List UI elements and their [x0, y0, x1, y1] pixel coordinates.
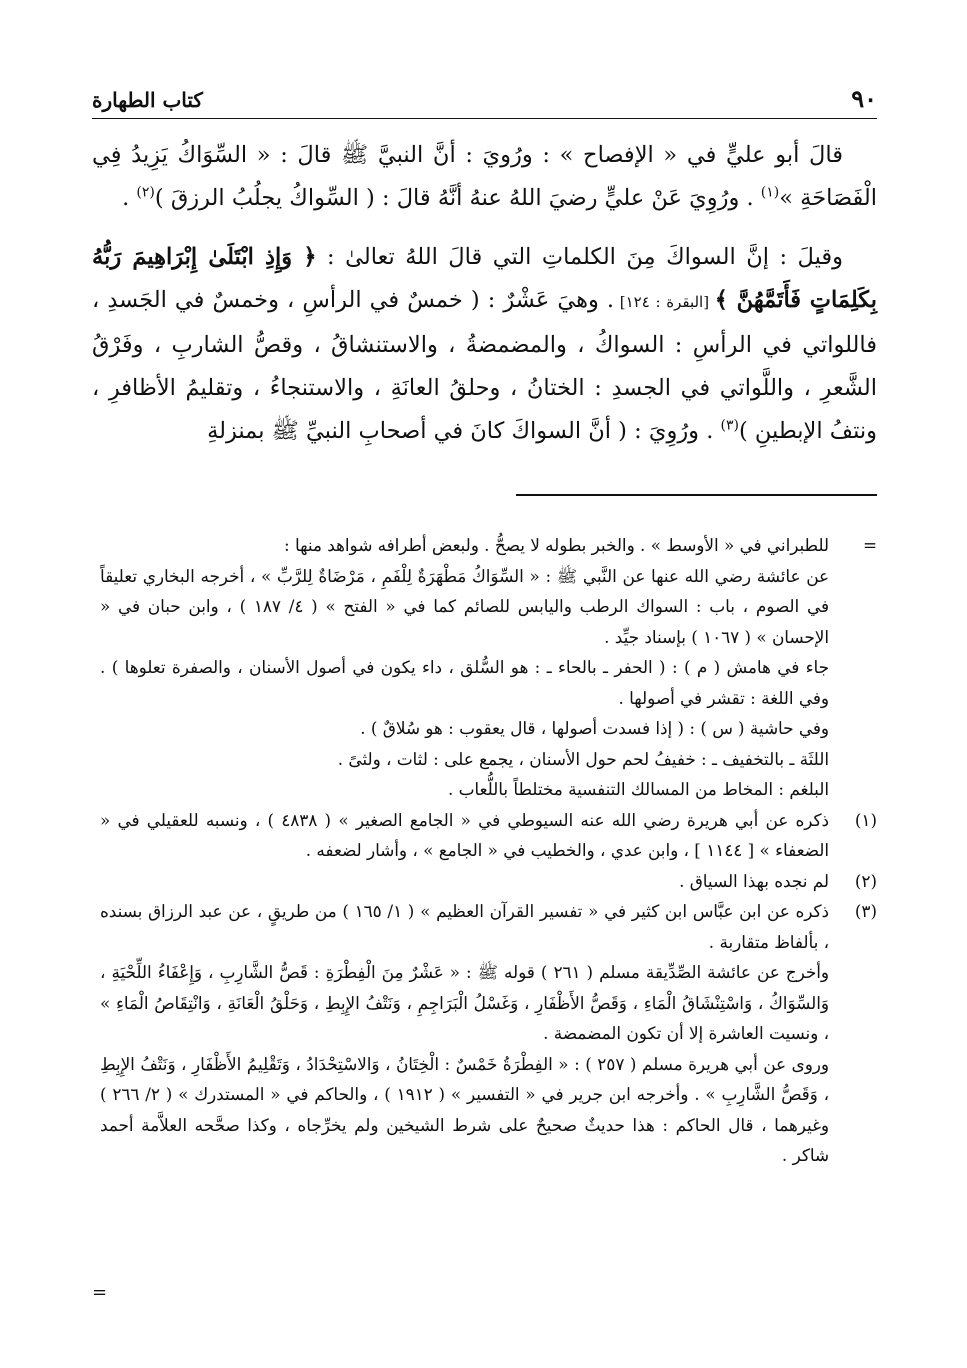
main-paragraph-1 [92, 134, 877, 220]
footnote-ref-3: (٣) [720, 417, 739, 434]
running-title: كتاب الطهارة [92, 88, 203, 112]
page-number: ٩٠ [851, 84, 877, 113]
paragraph-text: . ورُوِيَ : ( أنَّ السواكَ كانَ في أصحابِ النبيِّ ﷺ بمنزلةِ [207, 418, 721, 444]
footnote-separator [516, 494, 877, 496]
paragraph-text: . ورُوِيَ عَنْ عليٍّ رضيَ اللهُ عنهُ أنَّهُ قالَ : ( السِّواكُ يجلُبُ الرزقَ ) [154, 185, 761, 211]
continuation-mark: = [862, 535, 877, 555]
paragraph-text: وقيلَ : إنَّ السواكَ مِنَ الكلماتِ التي قالَ اللهُ تعالىٰ : [316, 244, 843, 270]
note-line: جاء في هامش ( م ) : ( الحفر ـ بالحاء ـ : هو السُّلق ، داء يكون في أصول الأسنان ، والصفرة تعلوها ) . وفي اللغة : تقشر في أصولها . [100, 657, 829, 708]
main-paragraph-2 [92, 236, 877, 453]
footnote-text: وأخرج عن عائشة الصِّدِّيقة مسلم ( ٢٦١ ) قوله ﷺ : « عَشْرٌ مِنَ الْفِطْرَةِ : قَصُّ الشَّارِبِ ، وَإِعْفَاءُ اللِّحْيَةِ ، وَالسِّوَاكُ ، وَاسْتِنْشَاقُ الْمَاءِ ، وَقَصُّ الأَظْفَارِ ، وَغَسْلُ الْبَرَاجِمِ ، وَنَتْفُ الإِبِطِ ، وَحَلْقُ الْعَانَةِ ، وَانْتِقَاصُ الْمَاءِ » ، ونسيت العاشرة إلا أن تكون المضمضة . [100, 962, 830, 1043]
footnotes [100, 530, 877, 1171]
note-line: اللثَة ـ بالتخفيف ـ : خفيفُ لحم حول الأسنان ، يجمع على : لثات ، ولثىً . [337, 748, 829, 769]
footnote-number: (٢) [854, 870, 877, 891]
footnote-2 [100, 866, 877, 897]
footnote-ref-2: (٢) [136, 184, 155, 201]
footnote-1 [100, 805, 877, 866]
quran-verse: ﴿ وَإِذِ ابْتَلَىٰ إِبْرَاهِيمَ رَبُّهُ بِكَلِمَاتٍ فَأَتَمَّهُنَّ ﴾ [92, 244, 877, 313]
note-line: وفي حاشية ( س ) : ( إذا فسدت أصولها ، قال يعقوب : هو سُلاقٌ ) . [360, 718, 829, 738]
page-header [92, 84, 877, 118]
note-line: للطبراني في « الأوسط » . والخبر بطوله لا يصحُّ . ولبعض أطرافه شواهد منها : [283, 535, 829, 555]
footnote-number: (١) [854, 809, 877, 830]
footnote-text: ذكره عن أبي هريرة رضي الله عنه السيوطي في « الجامع الصغير » ( ٤٨٣٨ ) ، ونسبه للعقيلي في « الضعفاء » [ ١١٤٤ ] ، وابن عدي ، والخطيب في « الجامع » ، وأشار لضعفه . [100, 809, 829, 860]
header-rule [92, 118, 877, 119]
note-line: البلغم : المخاط من المسالك التنفسية مختلطاً باللُّعاب . [447, 779, 829, 799]
footnote-text: ذكره عن ابن عبَّاس ابن كثير في « تفسير القرآن العظيم » ( ١/ ١٦٥ ) من طريقٍ ، عن عبد الرزاق بسنده ، بألفاظ متقاربة . [100, 901, 829, 952]
footnote-number: (٣) [854, 901, 877, 921]
footnote-text: وروى عن أبي هريرة مسلم ( ٢٥٧ ) : « الفِطْرَةُ خَمْسٌ : الْخِتَانُ ، وَالاسْتِحْدَادُ ، وَتَقْلِيمُ الأَظْفَارِ ، وَنَتْفُ الإِبِطِ ، وَقَصُّ الشَّارِبِ » . وأخرجه ابن جرير في « التفسير » ( ١٩١٢ ) ، والحاكم في « المستدرك » ( ٢/ ٢٦٦ ) وغيرهما ، قال الحاكم : هذا حديثٌ صحيحٌ على شرط الشيخين ولم يخرِّجاه ، وكذا صحَّحه العلاَّمة أحمد شاكر . [100, 1053, 830, 1165]
footnote-continuation [100, 530, 877, 805]
paragraph-text: قالَ أبو عليٍّ في « الإفصاح » : ورُويَ : أنَّ النبيَّ ﷺ قالَ : « السِّوَاكُ يَزِيدُ فِي الْفَصَاحَةِ » [92, 142, 877, 211]
quran-reference: [البقرة : ١٢٤] [614, 293, 715, 311]
footnote-3 [100, 896, 877, 1171]
main-text [92, 134, 877, 453]
footnote-text: لم نجده بهذا السياق . [679, 870, 829, 891]
footnote-ref-1: (١) [760, 184, 780, 201]
paragraph-text: . [122, 185, 137, 211]
note-line: عن عائشة رضي الله عنها عن النَّبي ﷺ : « السِّوَاكُ مَطْهَرَةٌ لِلْفَمِ ، مَرْضَاةٌ لِلرَّبِّ » ، أخرجه البخاري تعليقاً في الصوم ، باب : السواك الرطب واليابس للصائم كما في « الفتح » ( ٤/ ١٨٧ ) ، وابن حبان في « الإحسان » ( ١٠٦٧ ) بإسناد جيِّد . [100, 565, 829, 647]
paragraph-text: . وهيَ عَشْرٌ : ( خمسٌ في الرأسِ ، وخمسٌ في الجَسدِ ، فاللواتي في الرأسِ : السواكُ ، والمضمضةُ ، والاستنشاقُ ، وقصُّ الشاربِ ، وفَرْقُ الشَّعرِ ، واللَّواتي في الجسدِ : الختانُ ، وحلقُ العانَةِ ، والاستنجاءُ ، وتقليمُ الأظافرِ ، ونتفُ الإبطينِ ) [92, 287, 877, 444]
continued-mark: = [92, 1282, 108, 1303]
